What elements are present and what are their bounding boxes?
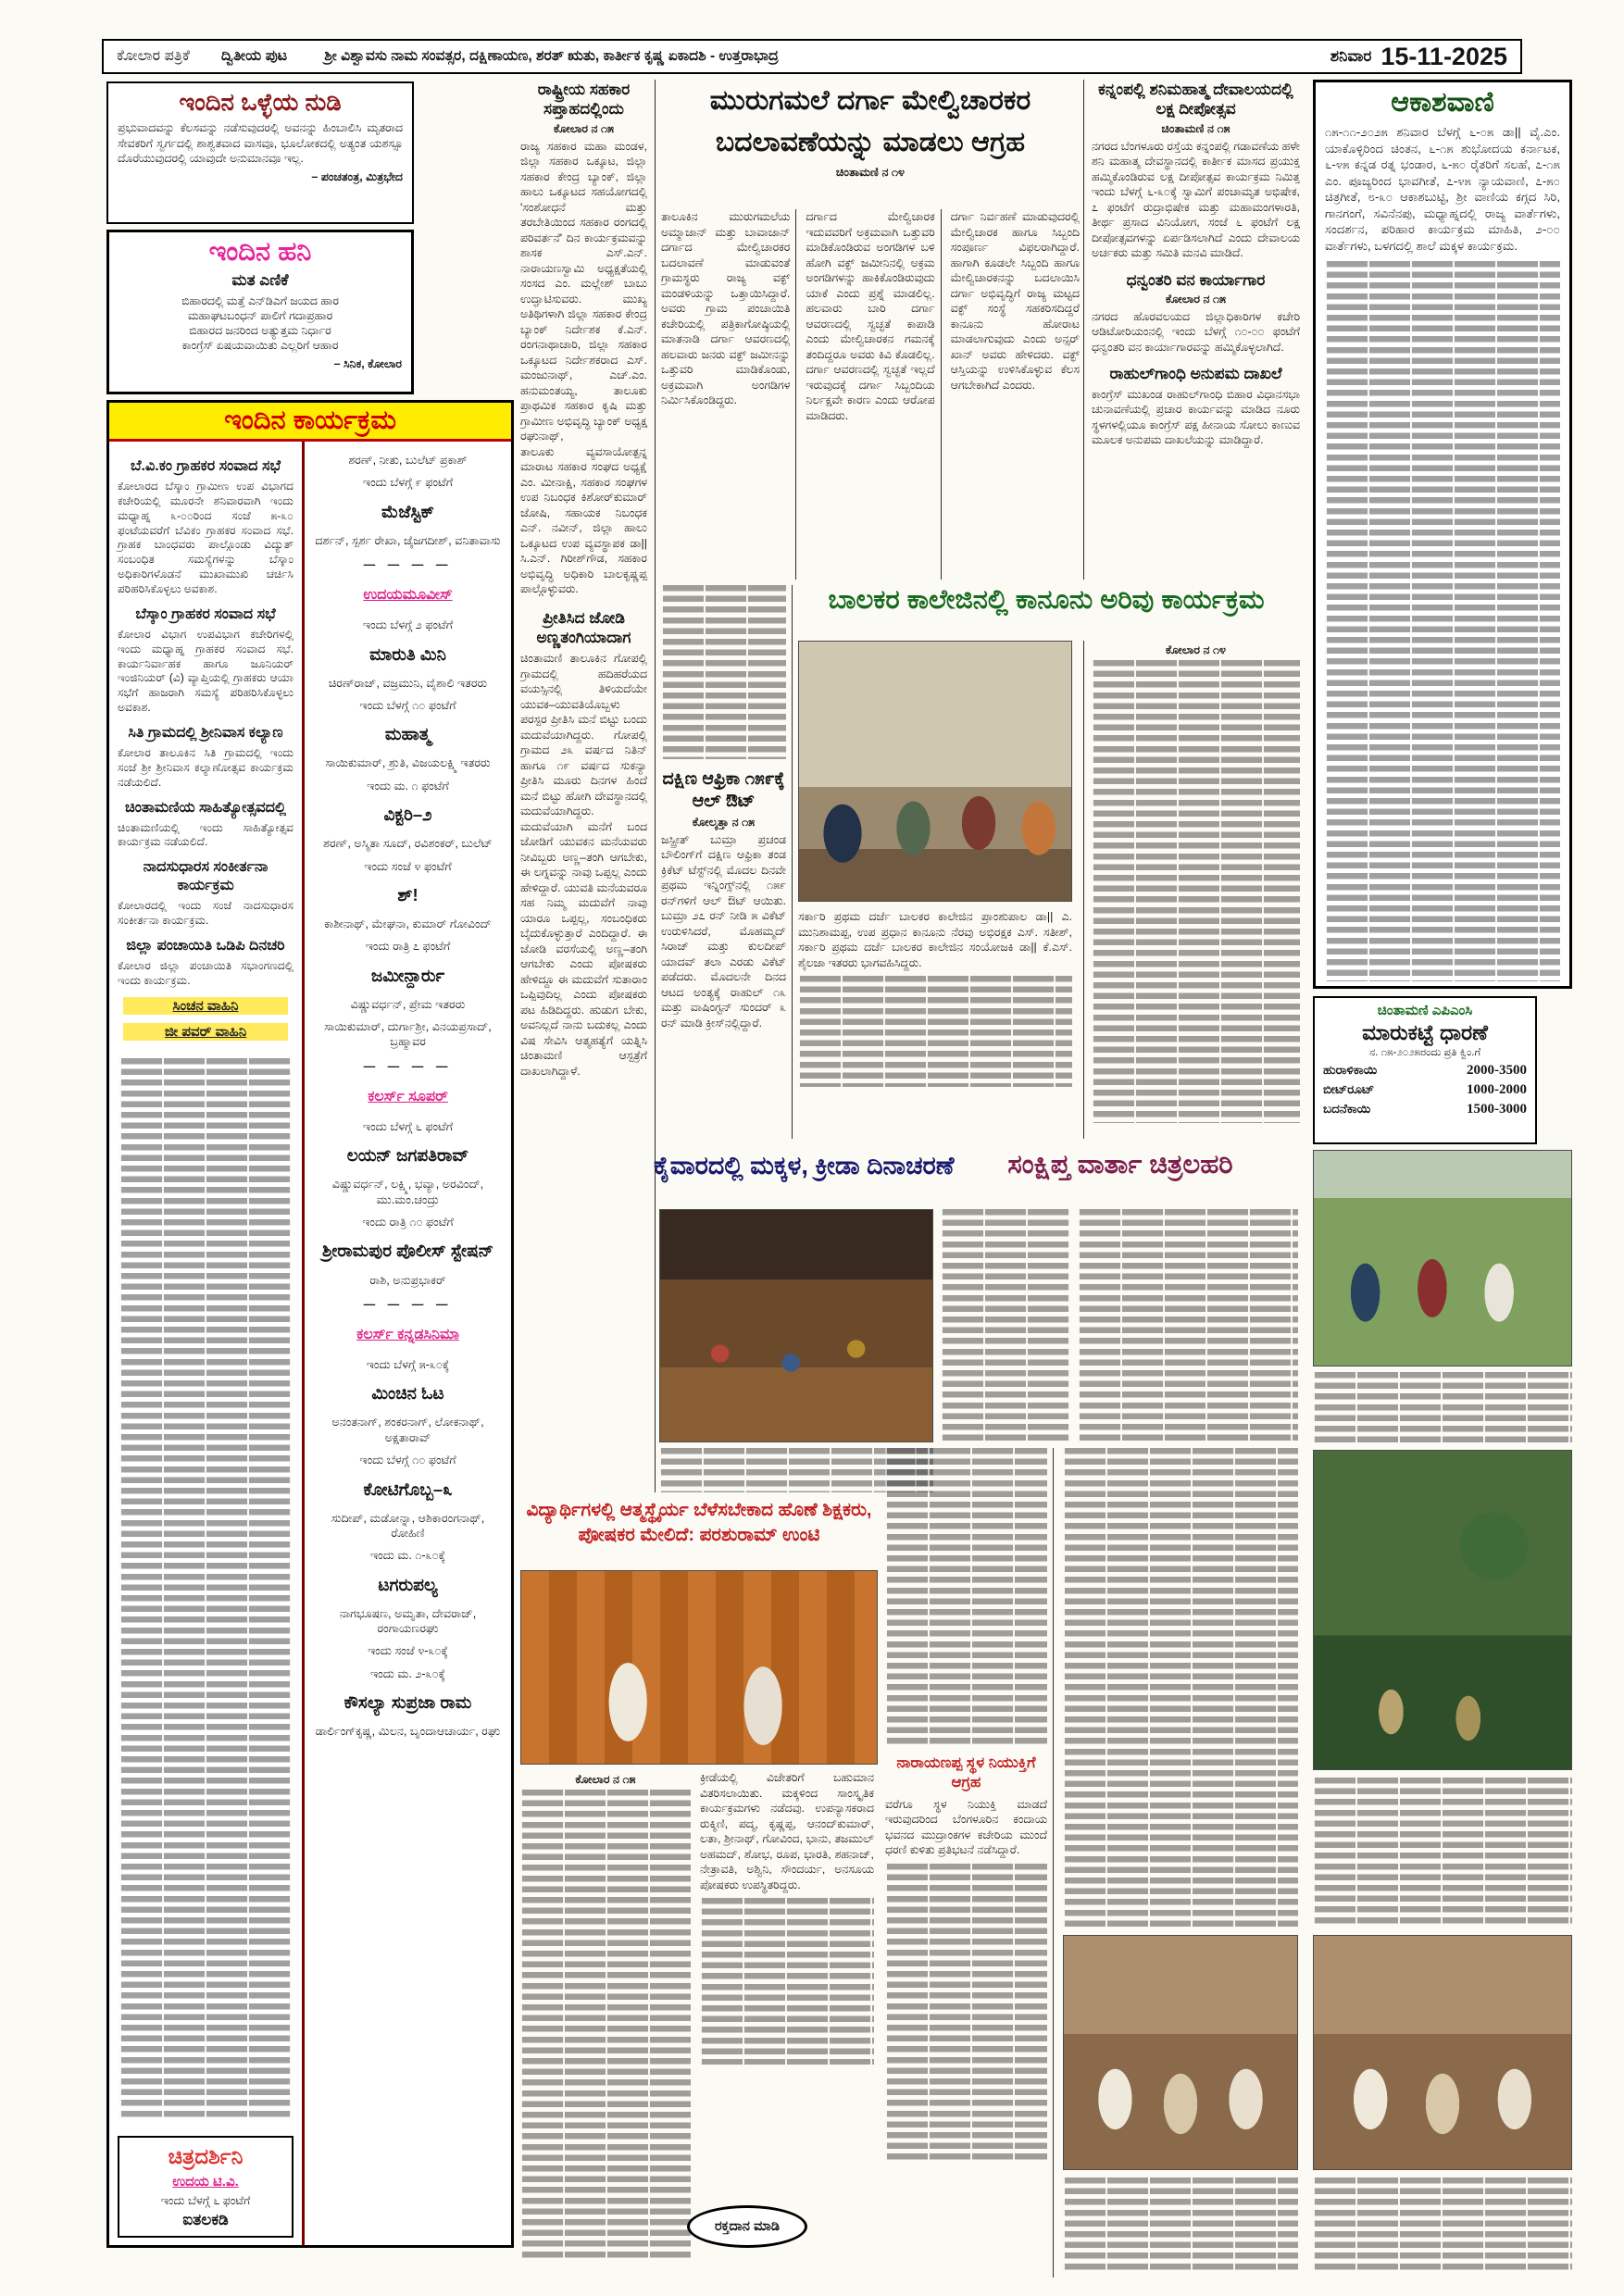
cinema-row: ಕೋಟಿಗೊಬ್ಬ–೩ xyxy=(363,1479,453,1499)
cinema-row: ಮಿಂಚಿನ ಓಟ xyxy=(371,1383,444,1404)
dhanvantari-dateline: ಕೋಲಾರ ನ ೧೫ xyxy=(1165,292,1227,306)
col5-articles xyxy=(1083,80,1300,580)
cinema-row: ಕಲರ್ಸ್ ಸೂಪರ್ xyxy=(368,1089,448,1105)
event-title: ಬೆ.ವಿ.ಕಂ ಗ್ರಾಹಕರ ಸಂವಾದ ಸಭೆ xyxy=(130,458,281,474)
channel-name: ಸಿಂಚನ ವಾಹಿನಿ xyxy=(123,997,288,1015)
cinema-row: ಚಿರಣ್‌ರಾಜ್, ವಜ್ರಮುನಿ, ವೈಶಾಲಿ ಇತರರು xyxy=(328,676,488,690)
dhanvantari-headline: ಧನ್ವಂತರಿ ವನ ಕಾರ್ಯಾಗಾರ xyxy=(1126,270,1266,289)
cinema-row: ವಿಕ್ಟರಿ–೨ xyxy=(383,805,432,825)
main-article-head xyxy=(661,80,1080,204)
cinema-row: ಕೌಸಲ್ಯಾ ಸುಪ್ರಜಾ ರಾಮ xyxy=(344,1692,472,1713)
akashvani-box xyxy=(1313,80,1572,989)
forest-inspection-photo xyxy=(1313,1450,1572,1770)
vidyarthi-col-1-filler xyxy=(520,1790,691,2262)
cinema-row: ಕಲರ್ಸ್ ಕನ್ನಡಸಿನಿಮಾ xyxy=(356,1327,459,1343)
market-row xyxy=(1323,1102,1527,1117)
blood-donation-badge: ರಕ್ತದಾನ ಮಾಡಿ xyxy=(687,2205,807,2248)
cinema-row: ಇಂದು ಬೆಳಗ್ಗೆ ೧೦ ಫಂಟೆಗೆ xyxy=(359,699,456,713)
rail-caption-2-filler xyxy=(1313,1778,1572,1928)
felicitation-photo xyxy=(1063,1935,1298,2170)
akashvani-schedule: ೧೫-೧೧-೨೦೨೫ ಶನಿವಾರ ಬೆಳಗ್ಗೆ ೬-೦೫ ಡಾ|| ವೈ.ಎಂ. ಯಾಕೊಳ್ಳಿರಿಂದ ಚಿಂತನ, ೬-೧೫ ಶುಭೋದಯ ಕರ್ನಾಟಕ, ೬-೪೫ ಕನ್ನಡ ರತ್ನ ಭಂಡಾರ, ೬-೫೦ ರೈತರಿಗೆ ಸಲಹೆ, ೭-೧೫ ಎಂ. ಪೂಜ್ಯರಿಂದ ಭಾವಗೀತೆ, ೭-೪೫ ನ್ಯಾಯವಾಣಿ, ೭-೫೦ ಚಿತ್ರಗೀತೆ, ೮-೩೦ ಆಕಾಶಬುಟ್ಟಿ, ಶ್ರೀ ವಾಣಿಯ ಕಗ್ಗದ ಸಿರಿ, ಗಾನಗಂಗೆ, ಸವಿನೆನಪು, ಮಧ್ಯಾಹ್ನದಲ್ಲಿ ರಾಜ್ಯ ವಾರ್ತೆಗಳು, ಸಂದರ್ಶನ, ಪರಿಹಾರ ಕಾರ್ಯಕ್ರಮ ಮಾಹಿತಿ, ೨-೦೦ ವಾರ್ತೆಗಳು, ಬಳಗದಲ್ಲಿ ಶಾಲೆ ಮಕ್ಕಳ ಕಾರ್ಯಕ್ರಮ. xyxy=(1325,125,1560,253)
main-body-col-2: ದರ್ಗಾದ ಮೇಲ್ವಿಚಾರಕ ಇದುವವರಿಗೆ ಅಕ್ರಮವಾಗಿ ಒತ್ತುವರಿ ಮಾಡಿಕೊಂಡಿರುವ ಅಂಗಡಿಗಳ ಬಳಿ ಹೋಗಿ ವಕ್ಫ್ ಜಮೀನಿನಲ್ಲಿ ಅಕ್ರಮ ಅಂಗಡಿಗಳನ್ನು ಹಾಕಿಕೊಂಡಿರುವುದು ಯಾಕೆ ಎಂದು ಪ್ರಶ್ನೆ ಮಾಡಲಿಲ್ಲ. ಹಲವಾರು ಬಾರಿ ದರ್ಗಾ ಆವರಣದಲ್ಲಿ ಸ್ವಚ್ಛತೆ ಕಾಪಾಡಿ ಎಂದು ಮೇಲ್ವಿಚಾರಕನ ಗಮನಕ್ಕೆ ತಂದಿದ್ದರೂ ಅವರು ಕಿವಿ ಕೊಡಲಿಲ್ಲ. ದರ್ಗಾ ಆವರಣದಲ್ಲಿ ಸ್ವಚ್ಛತೆ ಇಲ್ಲದೆ ಇರುವುದಕ್ಕೆ ದರ್ಗಾ ಸಿಬ್ಬಂದಿಯ ನಿರ್ಲಕ್ಷವೇ ಕಾರಣ ಎಂದು ಆರೋಪ ಮಾಡಿದರು. xyxy=(806,209,941,580)
legal-awareness-col-filler xyxy=(1092,660,1300,1123)
hani-attribution: – ಸಿನಿಕ, ಕೋಲಾರ xyxy=(333,356,402,370)
cinema-row: ರಾಶಿ, ಅನುಪ್ರಭಾಕರ್ xyxy=(369,1273,446,1287)
cinema-row: ಇಂದು ಮ. ೧-೩೦ಕ್ಕೆ xyxy=(369,1549,446,1563)
cinema-row: ಇಂದು ಮ. ೧ ಫಂಟೆಗೆ xyxy=(367,779,449,792)
legal-awareness-photo xyxy=(798,641,1072,902)
event-title: ಚಿಂತಾಮಣಿಯ ಸಾಹಿತ್ಯೋತ್ಸವದಲ್ಲಿ xyxy=(124,799,287,816)
vidyarthi-photo xyxy=(520,1570,878,1765)
market-rows xyxy=(1323,1063,1527,1117)
cricket-body: ಜಸ್ಪ್ರೀತ್ ಬುಮ್ರಾ ಪ್ರಚಂಡ ಬೌಲಿಂಗ್‌ಗೆ ದಕ್ಷಿಣ ಆಫ್ರಿಕಾ ತಂಡ ಕ್ರಿಕೆಟ್ ಟೆಸ್ಟ್‌ನಲ್ಲಿ ಮೊದಲ ದಿನವೇ ಪ್ರಥಮ ಇನ್ನಿಂಗ್ಸ್‌ನಲ್ಲಿ ೧೫೯ ರನ್‌ಗಳಿಗೆ ಆಲ್ ಔಟ್ ಆಯಿತು. ಬುಮ್ರಾ ೨೭ ರನ್ ನೀಡಿ ೫ ವಿಕೆಟ್ ಉರುಳಿಸಿದರೆ, ಮೊಹಮ್ಮದ್ ಸಿರಾಜ್ ಮತ್ತು ಕುಲದೀಪ್ ಯಾದವ್ ತಲಾ ಎರಡು ವಿಕೆಟ್ ಪಡೆದರು. ಮೊದಲನೇ ದಿನದ ಆಟದ ಅಂತ್ಯಕ್ಕೆ ರಾಹುಲ್ ೧೩ ಮತ್ತು ವಾಷಿಂಗ್ಟನ್ ಸುಂದರ್ ೩ ರನ್ ಮಾಡಿ ಕ್ರೀಸ್‌ನಲ್ಲಿದ್ದಾರೆ. xyxy=(661,832,786,1029)
almanac-line: ಶ್ರೀ ವಿಶ್ವಾವಸು ನಾಮ ಸಂವತ್ಸರ, ದಕ್ಷಿಣಾಯಣ, ಶರತ್ ಋತು, ಕಾರ್ತೀಕ ಕೃಷ್ಣ ಏಕಾದಶಿ - ಉತ್ತರಾಭಾದ್ರ xyxy=(324,48,779,64)
narayanappa-col-filler-top xyxy=(885,1448,1047,1744)
legal-awareness-body: ಸರ್ಕಾರಿ ಪ್ರಥಮ ದರ್ಜೆ ಬಾಲಕರ ಕಾಲೇಜಿನ ಪ್ರಾಂಶುಪಾಲ ಡಾ|| ಎ. ಮುನಿಶಾಮಪ್ಪ, ಉಪ ಪ್ರಧಾನ ಕಾನೂನು ನೆರವು ಅಭಿರಕ್ಷಕ ಎಸ್. ಸತೀಶ್, ಸರ್ಕಾರಿ ಪ್ರಥಮ ದರ್ಜೆ ಬಾಲಕರ ಕಾಲೇಜಿನ ಸಂಯೋಜಕಿ ಡಾ|| ಕೆ.ಎಸ್. ಶೈಲಜಾ ಇತರರು ಭಾಗವಹಿಸಿದ್ದರು. xyxy=(798,910,1072,969)
cinema-row: ಸಾಯಿಕುಮಾರ್, ದುರ್ಗಾಶ್ರೀ, ವಿನಯಪ್ರಸಾದ್, ಬ್ರಹ್ಮಾವರ xyxy=(324,1020,492,1049)
legal-awareness-headline: ಬಾಲಕರ ಕಾಲೇಜಿನಲ್ಲಿ ಕಾನೂನು ಅರಿವು ಕಾರ್ಯಕ್ರಮ xyxy=(828,585,1265,615)
cinema-row: ಇಂದು ರಾತ್ರಿ ೭ ಫಂಟೆಗೆ xyxy=(365,940,451,954)
kyvara-photo xyxy=(659,1209,933,1442)
cinema-row: ಇಂದು ಬೆಳಗ್ಗೆ ೯ ಫಂಟೆಗೆ xyxy=(362,476,454,490)
cinema-row: ಅನಂತನಾಗ್, ಶಂಕರನಾಗ್, ಲೋಕನಾಥ್, ಅಕ್ಷತಾರಾವ್ xyxy=(331,1416,484,1444)
cinema-row: ಶ್! xyxy=(397,884,418,905)
hani-box xyxy=(106,230,414,394)
cinema-row: ನಾಗಭೂಷಣ, ಅಮೃತಾ, ದೇವರಾಜ್, ರಂಗಾಯಣರಘು xyxy=(339,1606,477,1636)
good-word-box xyxy=(106,81,414,224)
event-item xyxy=(118,799,294,851)
legal-awareness-dateline: ಕೋಲಾರ ನ ೧೪ xyxy=(1165,643,1227,656)
cinema-row: ಕಾಶೀನಾಥ್, ಮೇಘನಾ, ಕುಮಾರ್ ಗೋವಿಂದ್ xyxy=(324,917,492,930)
cinema-row: ಶರಣ್, ನೀತು, ಬುಲೆಟ್ ಪ್ರಕಾಶ್ xyxy=(348,454,468,467)
commodity-name: ಹುರಾಳಿಕಾಯಿ xyxy=(1323,1063,1378,1077)
day-label: ಶನಿವಾರ xyxy=(1330,47,1372,65)
dhanvantari-body: ನಗರದ ಹೊರವಲಯದ ಜಿಲ್ಲಾಧಿಕಾರಿಗಳ ಕಚೇರಿ ಆಡಿಟೋರಿಯಂನಲ್ಲಿ ಇಂದು ಬೆಳಗ್ಗೆ ೧೦-೦೦ ಫಂಟೆಗೆ ಧನ್ವಂತರಿ ವನ ಕಾರ್ಯಾಗಾರವನ್ನು ಹಮ್ಮಿಕೊಳ್ಳಲಾಗಿದೆ. xyxy=(1092,309,1300,354)
cinema-row: — — — — xyxy=(363,1297,453,1311)
rail-caption-1-filler xyxy=(1313,1372,1572,1442)
coop-body-1: ರಾಜ್ಯ ಸಹಕಾರ ಮಹಾ ಮಂಡಳ, ಜಿಲ್ಲಾ ಸಹಕಾರ ಒಕ್ಕೂಟ, ಜಿಲ್ಲಾ ಸಹಕಾರ ಕೇಂದ್ರ ಬ್ಯಾಂಕ್, ಜಿಲ್ಲಾ ಹಾಲು ಒಕ್ಕೂಟದ ಸಹಯೋಗದಲ್ಲಿ 'ಸಂಶೋಧನೆ ಮತ್ತು ತರಬೇತಿಯಿಂದ ಸಹಕಾರ ರಂಗದಲ್ಲಿ ಪರಿವರ್ತನೆ' ದಿನ ಕಾರ್ಯಕ್ರಮವನ್ನು ಶಾಸಕ ಎಸ್.ಎನ್. ನಾರಾಯಣಸ್ವಾಮಿ ಅಧ್ಯಕ್ಷತೆಯಲ್ಲಿ ಸಂಸದ ಎಂ. ಮಲ್ಲೇಶ್ ಬಾಬು ಉದ್ಘಾಟಿಸುವರು. ಮುಖ್ಯ ಅತಿಥಿಗಳಾಗಿ ಜಿಲ್ಲಾ ಸಹಕಾರ ಕೇಂದ್ರ ಬ್ಯಾಂಕ್ ನಿರ್ದೇಶಕ ಕೆ.ಎನ್. ರಂಗನಾಥಾಚಾರಿ, ಜಿಲ್ಲಾ ಸಹಕಾರ ಒಕ್ಕೂಟದ ನಿರ್ದೇಶಕರಾದ ಎಸ್. ಮಂಜುನಾಥ್, ಎಚ್.ಎಂ. ಹನುಮಂತಯ್ಯ, ತಾಲೂಕು ಪ್ರಾಥಮಿಕ ಸಹಕಾರ ಕೃಷಿ ಮತ್ತು ಗ್ರಾಮೀಣ ಅಭಿವೃದ್ಧಿ ಬ್ಯಾಂಕ್ ಅಧ್ಯಕ್ಷ ರಘುನಾಥ್, xyxy=(520,139,647,443)
hani-line: ಮಹಾಘಟಬಂಧನ್ ಪಾಲಿಗೆ ಗದಾಪ್ರಹಾರ xyxy=(187,309,333,323)
events-box xyxy=(106,400,514,2248)
cinema-row: ಡಾರ್ಲಿಂಗ್‌ಕೃಷ್ಣ, ಮಿಲನ, ಬೃಂದಾಆಚಾರ್ಯ, ರಘು xyxy=(315,1725,501,1739)
market-org: ಚಿಂತಾಮಣಿ ಎಪಿಎಂಸಿ xyxy=(1377,1003,1473,1018)
deepotsava-headline: ಕನ್ನಂಪಲ್ಲಿ ಶನಿಮಹಾತ್ಮ ದೇವಾಲಯದಲ್ಲಿ ಲಕ್ಷ ದೀಪೋತ್ಸವ xyxy=(1098,81,1293,119)
main-body-col-3: ದರ್ಗಾ ನಿರ್ವಹಣೆ ಮಾಡುವುದರಲ್ಲಿ ಮೇಲ್ವಿಚಾರಕ ಹಾಗೂ ಸಿಬ್ಬಂದಿ ಸಂಪೂರ್ಣ ವಿಫಲರಾಗಿದ್ದಾರೆ. ಹಾಗಾಗಿ ಕೂಡಲೇ ಸಿಬ್ಬಂದಿ ಹಾಗೂ ಮೇಲ್ವಿಚಾರಕನನ್ನು ಬದಲಾಯಿಸಿ ದರ್ಗಾ ಅಭಿವೃದ್ಧಿಗೆ ರಾಜ್ಯ ಮಟ್ಟದ ವಕ್ಫ್ ಸಂಸ್ಥೆ ಸಹಕರಿಸದಿದ್ದರೆ ಕಾನೂನು ಹೋರಾಟ ಮಾಡಲಾಗುವುದು ಎಂದು ಅನ್ಸರ್ ಖಾನ್ ಅವರು ಹೇಳಿದರು. ವಕ್ಫ್ ಆಸ್ತಿಯನ್ನು ಉಳಿಸಿಕೊಳ್ಳುವ ಕೆಲಸ ಆಗಬೇಕಾಗಿದೆ ಎಂದರು. xyxy=(950,210,1080,392)
cinema-row: ಮಾರುತಿ ಮಿನಿ xyxy=(369,643,446,664)
channel-name: ಜೀ ಪವರ್ ವಾಹಿನಿ xyxy=(123,1023,288,1041)
akashvani-filler-text xyxy=(1325,261,1560,981)
vidyarthi-col-2-filler xyxy=(700,1898,874,2065)
main-body-col-1: ತಾಲೂಕಿನ ಮುರುಗಮಲೆಯ ಅಮ್ಮಾಜಾನ್ ಮತ್ತು ಬಾವಾಜಾನ್ ದರ್ಗಾದ ಮೇಲ್ವಿಚಾರಕರ ಬದಲಾವಣೆ ಮಾಡುವಂತೆ ಗ್ರಾಮಸ್ಥರು ರಾಜ್ಯ ವಕ್ಫ್ ಮಂಡಳಿಯನ್ನು ಒತ್ತಾಯಿಸಿದ್ದಾರೆ. ಅವರು ಗ್ರಾಮ ಪಂಚಾಯಿತಿ ಕಚೇರಿಯಲ್ಲಿ ಪತ್ರಿಕಾಗೋಷ್ಠಿಯಲ್ಲಿ ಮಾತನಾಡಿ ದರ್ಗಾ ಆವರಣದಲ್ಲಿ ಹಲವಾರು ಜನರು ವಕ್ಫ್ ಜಮೀನನ್ನು ಒತ್ತುವರಿ ಮಾಡಿಕೊಂಡು, ಅಕ್ರಮವಾಗಿ ಅಂಗಡಿಗಳ ನಿರ್ಮಿಸಿಕೊಂಡಿದ್ದರು. xyxy=(661,209,796,580)
main-article-body xyxy=(661,209,1080,580)
cinema-row: ಮೆಜೆಸ್ಟಿಕ್ xyxy=(381,501,434,521)
vidyarthi-col-1 xyxy=(520,1770,691,2277)
deepotsava-dateline: ಚಿಂತಾಮಣಿ ನ ೧೫ xyxy=(1161,121,1230,135)
legal-awareness-caption-block xyxy=(798,909,1072,1139)
cinema-row: ಇಂದು ಮ. ೨-೩೦ಕ್ಕೆ xyxy=(369,1666,446,1680)
couple-body: ಚಿಂತಾಮಣಿ ತಾಲೂಕಿನ ಗೋಪಲ್ಲಿ ಗ್ರಾಮದಲ್ಲಿ ಹದಿಹರೆಯದ ವಯಸ್ಸಿನಲ್ಲಿ ತಿಳಿಯದೆಯೇ ಯುವಕ–ಯುವತಿಯೊಬ್ಬಳು ಪರಸ್ಪರ ಪ್ರೀತಿಸಿ ಮನೆ ಬಿಟ್ಟು ಬಂದು ಮದುವೆಯಾಗಿದ್ದರು. ಗೋಪಲ್ಲಿ ಗ್ರಾಮದ ೨೩ ವರ್ಷದ ನಿತಿನ್ ಹಾಗೂ ೧೯ ವರ್ಷದ ಸುಕನ್ಯಾ ಪ್ರೀತಿಸಿ ಮೂರು ದಿನಗಳ ಹಿಂದೆ ಮನೆ ಬಿಟ್ಟು ಹೋಗಿ ದೇವಸ್ಥಾನದಲ್ಲಿ ಮದುವೆಯಾಗಿದ್ದರು. ಮದುವೆಯಾಗಿ ಮನೆಗೆ ಬಂದ ಜೋಡಿಗೆ ಯುವಕನ ಮನೆಯವರು ನೀವಿಬ್ಬರು ಅಣ್ಣ–ತಂಗಿ ಆಗಬೇಕು, ಈ ಲಗ್ನವನ್ನು ನಾವು ಒಪ್ಪಲ್ಲ ಎಂದು ಹೇಳಿದ್ದಾರೆ. ಯುವತಿ ಮನೆಯವರೂ ಸಹ ನಿಮ್ಮ ಮದುವೆಗೆ ನಾವು ಯಾರೂ ಒಪ್ಪಲ್ಲ, ಸಂಬಂಧಿಕರು ಬೈದುಕೊಳ್ಳುತ್ತಾರೆ ಎಂದಿದ್ದಾರೆ. ಈ ಜೋಡಿ ವರಸೆಯಲ್ಲಿ ಅಣ್ಣ–ತಂಗಿ ಆಗಬೇಕು ಎಂದು ಪೋಷಕರು ಹೇಳಿದ್ದೂ ಈ ಮದುವೆಗೆ ಸುತಾರಾಂ ಒಪ್ಪಿವುದಿಲ್ಲ ಎಂದು ಪೋಷಕರು ಪಟ ಹಿಡಿದಿದ್ದರು. ಹುಡುಗ ಬೇಕು, ಅವನಿಲ್ಲದೆ ನಾನು ಬದುಕಲ್ಲ ಎಂದು ವಿಷ ಸೇವಿಸಿ ಆತ್ಮಹತ್ಯೆಗೆ ಯತ್ನಿಸಿ ಚಿಂತಾಮಣಿ ಆಸ್ಪತ್ರೆಗೆ ದಾಖಲಾಗಿದ್ದಾಳೆ. xyxy=(520,652,647,1078)
event-item xyxy=(118,724,294,791)
channel-list xyxy=(118,989,294,1049)
events-left-column xyxy=(109,442,302,2245)
kyvara-body: ಕ್ರೀಡೆಯಲ್ಲಿ ವಿಜೇತರಿಗೆ ಬಹುಮಾನ ವಿತರಿಸಲಾಯಿತು. ಮಕ್ಕಳಿಂದ ಸಾಂಸ್ಕೃತಿಕ ಕಾರ್ಯಕ್ರಮಗಳು ನಡೆದವು. ಉಪನ್ಯಾಸಕರಾದ ರುಕ್ಮಿಣಿ, ಪದ್ಮ, ಕೃಷ್ಣಪ್ಪ, ಆನಂದ್‌ಕುಮಾರ್, ಲತಾ, ಶ್ರೀನಾಥ್, ಗೋವಿಂದ, ಭಾನು, ತಜಮುಲ್ ಅಹಮದ್, ಶೋಭ, ರೂಪ, ಭಾರತಿ, ಶಹನಾಜ್, ನೇತ್ರಾವತಿ, ಅಶ್ವಿನಿ, ಸೌಂದರ್ಯ, ಅನಸೂಯ ಪೋಷಕರು ಉಪಸ್ಥಿತರಿದ್ದರು. xyxy=(700,1771,874,1891)
group-visit-photo xyxy=(1313,1935,1572,2170)
cinema-row: ಇಂದು ಬೆಳಗ್ಗೆ ೬ ಫಂಟೆಗೆ xyxy=(362,1119,454,1133)
legal-awareness-filler xyxy=(798,976,1072,1087)
coop-headline: ರಾಷ್ಟ್ರೀಯ ಸಹಕಾರ ಸಪ್ತಾಹದಲ್ಲಿಂದು xyxy=(537,81,631,119)
event-body: ಚಿಂತಾಮಣಿಯಲ್ಲಿ ಇಂದು ಸಾಹಿತ್ಯೋತ್ಸವ ಕಾರ್ಯಕ್ರಮ ನಡೆಯಲಿದೆ. xyxy=(118,820,294,849)
cinema-row: ಉದಯಮೂವೀಸ್ xyxy=(363,587,453,604)
event-title: ಜಿಲ್ಲಾ ಪಂಚಾಯಿತಿ ಒಡಿಪಿ ದಿನಚರಿ xyxy=(126,938,285,955)
chitradarshini-title: ಚಿತ್ರದರ್ಶಿನಿ xyxy=(168,2144,244,2168)
cinema-row: ಇಂದು ಬೆಳಗ್ಗೆ ೫-೩೦ಕ್ಕೆ xyxy=(366,1358,450,1372)
cinema-row: ಇಂದು ರಾತ್ರಿ ೧೦ ಫಂಟೆಗೆ xyxy=(362,1216,454,1229)
cinema-row: ಶ್ರೀರಾಮಪುರ ಪೊಲೀಸ್ ಸ್ಟೇಷನ್ xyxy=(322,1241,493,1261)
hani-subtitle: ಮತ ಎಣಿಕೆ xyxy=(231,271,289,289)
kyvara-headline: ಕೈವಾರದಲ್ಲಿ ಮಕ್ಕಳ, ಕ್ರೀಡಾ ದಿನಾಚರಣೆ xyxy=(654,1152,955,1179)
rahul-body: ಕಾಂಗ್ರೆಸ್ ಮುಖಂಡ ರಾಹುಲ್‌ಗಾಂಧಿ ಬಿಹಾರ ವಿಧಾನಸಭಾ ಚುನಾವಣೆಯಲ್ಲಿ ಪ್ರಚಾರ ಕಾರ್ಯವನ್ನು ಮಾಡಿದ ನೂರು ಸ್ಥಳಗಳಲ್ಲಿಯೂ ಕಾಂಗ್ರೆಸ್ ಪಕ್ಷ ಹೀನಾಯ ಸೋಲು ಕಾಣುವ ಮೂಲಕ ಅನುಪಮ ದಾಖಲೆಯನ್ನು ಮಾಡಿದ್ದಾರೆ. xyxy=(1092,387,1300,446)
cinema-row: ಇಂದು ಬೆಳಗ್ಗೆ ೨ ಫಂಟೆಗೆ xyxy=(362,618,454,632)
market-box xyxy=(1313,996,1537,1144)
cinema-row: ಶರಣ್, ಅಸ್ಮಿತಾ ಸೂದ್, ರವಿಶಂಕರ್, ಬುಲೆಟ್ xyxy=(323,837,493,851)
rahul-headline: ರಾಹುಲ್‌ಗಾಂಧಿ ಅನುಪಮ ದಾಖಲೆ xyxy=(1109,365,1282,383)
commodity-price-range: 1000-2000 xyxy=(1467,1082,1527,1097)
commodity-price-range: 2000-3500 xyxy=(1467,1063,1527,1078)
cinema-row: ಇಂದು ಬೆಳಗ್ಗೆ ೧೦ ಫಂಟೆಗೆ xyxy=(359,1454,456,1467)
chitradarshini-box xyxy=(118,2136,294,2238)
cinema-row: ಸುದೀಪ್, ಮಡೋನ್ನಾ, ಆಶಿಕಾರಂಗನಾಥ್, ರೋಹಿಣಿ xyxy=(331,1511,485,1540)
event-item xyxy=(118,858,294,929)
market-title: ಮಾರುಕಟ್ಟೆ ಧಾರಣೆ xyxy=(1362,1020,1488,1044)
cinema-column xyxy=(305,442,511,2245)
cinema-row: ದರ್ಶನ್, ಸ್ಪರ್ಶ ರೇಖಾ, ಜೈಜಗದೀಶ್, ವನಿತಾವಾಸು xyxy=(315,533,501,547)
vidyarthi-col-2 xyxy=(700,1770,874,2277)
market-row xyxy=(1323,1063,1527,1079)
cinema-row: ವಿಷ್ಣುವರ್ಧನ್, ಲಕ್ಷ್ಮಿ, ಭವ್ಯಾ, ಅರವಿಂದ್, ಮು.ಮಂ.ಚಂದ್ರು xyxy=(331,1178,484,1206)
cricket-dateline: ಕೋಲ್ಕತ್ತಾ ನ ೧೫ xyxy=(692,815,756,829)
sankshipta-headline: ಸಂಕ್ಷಿಪ್ತ ವಾರ್ತಾ ಚಿತ್ರಲಹರಿ xyxy=(1007,1150,1233,1179)
hani-lines xyxy=(119,293,402,354)
commodity-name: ಬೀಟ್‌ರೂಟ್ xyxy=(1323,1082,1375,1096)
page-label: ದ್ವಿತೀಯ ಪುಟ xyxy=(220,48,288,64)
narayanappa-headline: ನಾರಾಯಣಪ್ಪ ಸ್ಥಳ ನಿಯುಕ್ತಿಗೆ ಆಗ್ರಹ xyxy=(896,1754,1036,1791)
felicitation-caption-filler xyxy=(1063,2177,1298,2274)
cinema-row: — — — — xyxy=(363,1059,453,1073)
coop-column xyxy=(520,80,656,1492)
hani-line: ಬಿಹಾರದಲ್ಲಿ ಮತ್ತೆ ಎನ್‌ಡಿಎಗೆ ಜಯದ ಹಾರ xyxy=(181,294,339,307)
cinema-row: ವಿಷ್ಣುವರ್ಧನ್, ಪ್ರೇಮ ಇತರರು xyxy=(350,997,466,1011)
cricket-col-filler-top xyxy=(661,585,786,759)
brief-news-filler-1 xyxy=(1078,1209,1298,1442)
events-filler-text xyxy=(119,1058,292,2117)
event-item xyxy=(118,937,294,989)
deepotsava-body: ನಗರದ ಬೆಂಗಳೂರು ರಸ್ತೆಯ ಕನ್ನಂಪಲ್ಲಿ ಗಡಾವಣೆಯ ಹಳೇ ಶನಿ ಮಹಾತ್ಮ ದೇವಸ್ಥಾನದಲ್ಲಿ ಕಾರ್ತೀಕ ಮಾಸದ ಪ್ರಯುಕ್ತ ಹಮ್ಮಿಕೊಂಡಿರುವ ಲಕ್ಷ ದೀಪೋತ್ಸವ ಕಾರ್ಯಕ್ರಮ ನಿಮಿತ್ತ ಇಂದು ಬೆಳಗ್ಗೆ ೬-೩೦ಕ್ಕೆ ಸ್ವಾಮಿಗೆ ಪಂಚಾಮೃತ ಅಭಿಷೇಕ, ೭ ಫಂಟೆಗೆ ರುದ್ರಾಭಿಷೇಕ ಮತ್ತು ಮಹಾಮಂಗಳಾರತಿ, ತೀರ್ಥ ಪ್ರಸಾದ ವಿನಿಯೋಗ, ಸಂಜೆ ೬ ಫಂಟೆಗೆ ಲಕ್ಷ ದೀಪೋತ್ಸವಗಳನ್ನು ಏರ್ಪಡಿಸಲಾಗಿದೆ ಎಂದು ದೇವಾಲಯ ಅರ್ಚಕರು ಮತ್ತು ಸಮಿತಿ ಮನವಿ ಮಾಡಿದೆ. xyxy=(1092,139,1300,259)
brief-news-filler-2 xyxy=(1063,1448,1298,1928)
chitradarshini-movie: ಐತಲಕಡಿ xyxy=(182,2211,229,2228)
event-body: ಕೋಲಾರ ಜಿಲ್ಲಾ ಪಂಚಾಯಿತಿ ಸಭಾಂಗಣದಲ್ಲಿ ಇಂದು ಕಾರ್ಯಕ್ರಮ. xyxy=(118,959,294,987)
paper-name: ಕೋಲಾರ ಪತ್ರಿಕೆ xyxy=(117,48,190,64)
hani-line: ಕಾಂಗ್ರೆಸ್ ಏಷಯವಾಯಿತು ಎಲ್ಲರಿಗೆ ಆಹಾರ xyxy=(181,339,339,353)
chitradarshini-time: ಇಂದು ಬೆಳಗ್ಗೆ ೬ ಫಂಟೆಗೆ xyxy=(160,2194,251,2207)
narayanappa-column xyxy=(885,1448,1054,2277)
kyvara-body-col-filler xyxy=(941,1209,1070,1442)
hani-title: ಇಂದಿನ ಹನಿ xyxy=(208,237,312,267)
masthead xyxy=(102,39,1522,74)
main-dateline: ಚಿಂತಾಮಣಿ ನ ೧೪ xyxy=(835,166,906,179)
event-title: ನಾದಸುಧಾರಸ ಸಂಕೀರ್ತನಾ ಕಾರ್ಯಕ್ರಮ xyxy=(143,859,269,894)
date-label: 15-11-2025 xyxy=(1380,42,1507,70)
commodity-price-range: 1500-3000 xyxy=(1467,1102,1527,1117)
cinema-row: ಸಾಯಿಕುಮಾರ್, ಶ್ರುತಿ, ವಿಜಯಲಕ್ಷ್ಮಿ ಇತರರು xyxy=(325,756,491,770)
cricket-headline: ದಕ್ಷಿಣ ಆಫ್ರಿಕಾ ೧೫೯ಕ್ಕೆ ಆಲ್ ಔಟ್ xyxy=(662,769,785,811)
cricket-column xyxy=(661,585,793,1139)
coop-body-2: ತಾಲೂಕು ವ್ಯವಸಾಯೋತ್ಪನ್ನ ಮಾರಾಟ ಸಹಕಾರ ಸಂಘದ ಅಧ್ಯಕ್ಷೆ ಎಂ. ಮೀನಾಕ್ಷಿ, ಸಹಕಾರ ಸಂಘಗಳ ಉಪ ನಿಬಂಧಕ ಕಿಶೋರ್‌ಕುಮಾರ್ ಜೋಷಿ, ಸಹಾಯಕ ನಿಬಂಧಕ ಎನ್. ನವೀನ್, ಜಿಲ್ಲಾ ಹಾಲು ಒಕ್ಕೂಟದ ಉಪ ವ್ಯವಸ್ಥಾಪಕ ಡಾ|| ಸಿ.ಎನ್. ಗಿರೀಶ್‌ಗೌಡ, ಸಹಕಾರ ಅಭಿವೃದ್ಧಿ ಅಧಿಕಾರಿ ಬಾಲಕೃಷ್ಣಪ್ಪ ಪಾಲ್ಗೊಳ್ಳುವರು. xyxy=(520,444,647,595)
certificate-award-photo xyxy=(1313,1150,1572,1366)
main-headline: ಮುರುಗಮಲೆ ದರ್ಗಾ ಮೇಲ್ವಿಚಾರಕರ ಬದಲಾವಣೆಯನ್ನು ಮಾಡಲು ಆಗ್ರಹ xyxy=(709,85,1031,157)
good-word-body: ಪ್ರಭುವಾದವನ್ನು ಕೆಲಸವನ್ನು ನಡೆಸುವುದರಲ್ಲಿ ಅವನನ್ನು ಹಿಂಬಾಲಿಸಿ ಮೃತರಾದ ಸೇವಕರಿಗೆ ಸ್ವರ್ಗದಲ್ಲಿ ಶಾಶ್ವತವಾದ ವಾಸವೂ, ಭೂಲೋಕದಲ್ಲಿ ಅತ್ಯಂತ ಯಶಸ್ಸೂ ದೊರೆಯುವುದರಲ್ಲಿ ಯಾವುದೇ ಅನುಮಾನವೂ ಇಲ್ಲ. xyxy=(118,121,404,165)
good-word-title: ಇಂದಿನ ಒಳ್ಳೆಯ ನುಡಿ xyxy=(179,88,342,116)
cinema-row: ಮಹಾತ್ಮ xyxy=(384,724,431,744)
hani-line: ಬಿಹಾರದ ಜನರಿಂದ ಅತ್ಯುತ್ತಮ ನಿರ್ಧಾರ xyxy=(189,324,331,338)
cinema-row: ಟಗರುಪಲ್ಯ xyxy=(378,1574,438,1594)
event-body: ಕೋಲಾರದ ಬೆಸ್ಕಾಂ ಗ್ರಾಮೀಣ ಉಪ ವಿಭಾಗದ ಕಚೇರಿಯಲ್ಲಿ ಮೂರನೇ ಶನಿವಾರವಾಗಿ ಇಂದು ಮಧ್ಯಾಹ್ನ ೩-೦೦ರಿಂದ ಸಂಜೆ ೫-೩೦ ಫಂಟೆಯವರೆಗೆ ಬೆವಿಕಂ ಗ್ರಾಹಕರ ಸಂವಾದ ಸಭೆ. ಗ್ರಾಹಕ ಬಾಂಧವರು ಪಾಲ್ಗೊಂಡು ವಿದ್ಯುತ್ ಸಂಬಂಧಿತ ಸಮಸ್ಯೆಗಳನ್ನು ಬೆಸ್ಕಾಂ ಅಧಿಕಾರಿಗಳೊಡನೆ ಮುಖಾಮುಖಿ ಚರ್ಚಿಸಿ ಪರಿಹರಿಸಿಕೊಳ್ಳಲು ಅವಕಾಶ. xyxy=(118,480,294,596)
event-item xyxy=(118,457,294,597)
vidyarthi-headline: ವಿದ್ಯಾರ್ಥಿಗಳಲ್ಲಿ ಆತ್ಮಸ್ಥೈರ್ಯ ಬೆಳೆಸಬೇಕಾದ ಹೊಣೆ ಶಿಕ್ಷಕರು, ಪೋಷಕರ ಮೇಲಿದೆ: ಪರಶುರಾಮ್ ಉಂಟಿ xyxy=(526,1500,872,1545)
events-list xyxy=(118,449,294,989)
event-body: ಕೋಲಾರ ತಾಲೂಕಿನ ಸಿತಿ ಗ್ರಾಮದಲ್ಲಿ ಇಂದು ಸಂಜೆ ಶ್ರೀ ಶ್ರೀನಿವಾಸ ಕಲ್ಯಾಣೋತ್ಸವ ಕಾರ್ಯಕ್ರಮ ನಡೆಯಲಿದೆ. xyxy=(118,746,294,789)
cinema-row: ಇಂದು ಸಂಜೆ ೪ ಫಂಟೆಗೆ xyxy=(364,859,452,873)
coop-dateline: ಕೋಲಾರ ನ ೧೫ xyxy=(553,121,615,135)
legal-awareness-col xyxy=(1083,641,1300,1139)
market-row xyxy=(1323,1082,1527,1098)
cinema-row: — — — — xyxy=(363,558,453,572)
cinema-row: ಇಂದು ಸಂಜೆ ೪-೩೦ಕ್ಕೆ xyxy=(368,1644,448,1658)
akashvani-title: ಆಕಾಶವಾಣಿ xyxy=(1391,87,1494,118)
event-title: ಸಿತಿ ಗ್ರಾಮದಲ್ಲಿ ಶ್ರೀನಿವಾಸ ಕಲ್ಯಾಣ xyxy=(128,725,283,742)
vidyarthi-dateline: ಕೋಲಾರ ನ ೧೫ xyxy=(575,1773,636,1786)
good-word-attribution: – ಪಂಚತಂತ್ರ, ಮಿತ್ರಭೇದ xyxy=(311,169,403,183)
narayanappa-body: ವರೆಗೂ ಸ್ಥಳ ನಿಯುಕ್ತಿ ಮಾಡದೆ ಇರುವುದರಿಂದ ಬೆಂಗಳೂರಿನ ಕಂದಾಯ ಭವನದ ಮುದ್ರಾಂಕಗಳ ಕಚೇರಿಯ ಮುಂದೆ ಧರಣಿ ಕುಳಿತು ಪ್ರತಿಭಟನೆ ನಡೆಸಿದ್ದಾರೆ. xyxy=(885,1797,1047,1857)
market-note: ನ. ೧೫-೨೦೨೫ರಂದು ಪ್ರತಿ ಕ್ವಿಂ.ಗೆ xyxy=(1368,1047,1481,1058)
rail-caption-3-filler xyxy=(1313,2177,1572,2274)
event-body: ಕೋಲಾರ ವಿಭಾಗ ಉಪವಿಭಾಗ ಕಚೇರಿಗಳಲ್ಲಿ ಇಂದು ಮಧ್ಯಾಹ್ನ ಗ್ರಾಹಕರ ಸಂವಾದ ಸಭೆ. ಕಾರ್ಯನಿರ್ವಾಹಕ ಹಾಗೂ ಜೂನಿಯರ್ ಇಂಜಿನಿಯರ್ (ವಿ) ವ್ಯಾಪ್ತಿಯಲ್ಲಿ ಗ್ರಾಹಕರು ಆಯಾ ಸಭೆಗೆ ಹಾಜರಾಗಿ ಸಮಸ್ಯೆ ಪರಿಹರಿಸಿಕೊಳ್ಳಲು ಅವಕಾಶ. xyxy=(118,627,294,715)
event-title: ಬೆಸ್ಕಾಂ ಗ್ರಾಹಕರ ಸಂವಾದ ಸಭೆ xyxy=(135,605,276,622)
event-item xyxy=(118,605,294,716)
event-body: ಕೋಲಾರದಲ್ಲಿ ಇಂದು ಸಂಜೆ ನಾದಸುಧಾರಸ ಸಂಕೀರ್ತನಾ ಕಾರ್ಯಕ್ರಮ. xyxy=(118,899,294,928)
cinema-row: ಲಯನ್ ಜಗಪತಿರಾವ್ xyxy=(346,1145,469,1166)
commodity-name: ಬದನೆಕಾಯಿ xyxy=(1323,1102,1371,1116)
events-header: ಇಂದಿನ ಕಾರ್ಯಕ್ರಮ xyxy=(109,403,511,442)
chitradarshini-channel: ಉದಯ ಟಿ.ವಿ. xyxy=(172,2174,239,2190)
cinema-row: ಜಮೀನ್ದಾರ್ರು xyxy=(370,965,445,985)
couple-headline: ಪ್ರೀತಿಸಿದ ಜೋಡಿ ಅಣ್ಣತಂಗಿಯಾದಾಗ xyxy=(536,608,631,646)
narayanappa-col-filler-bottom xyxy=(885,1864,1047,2160)
